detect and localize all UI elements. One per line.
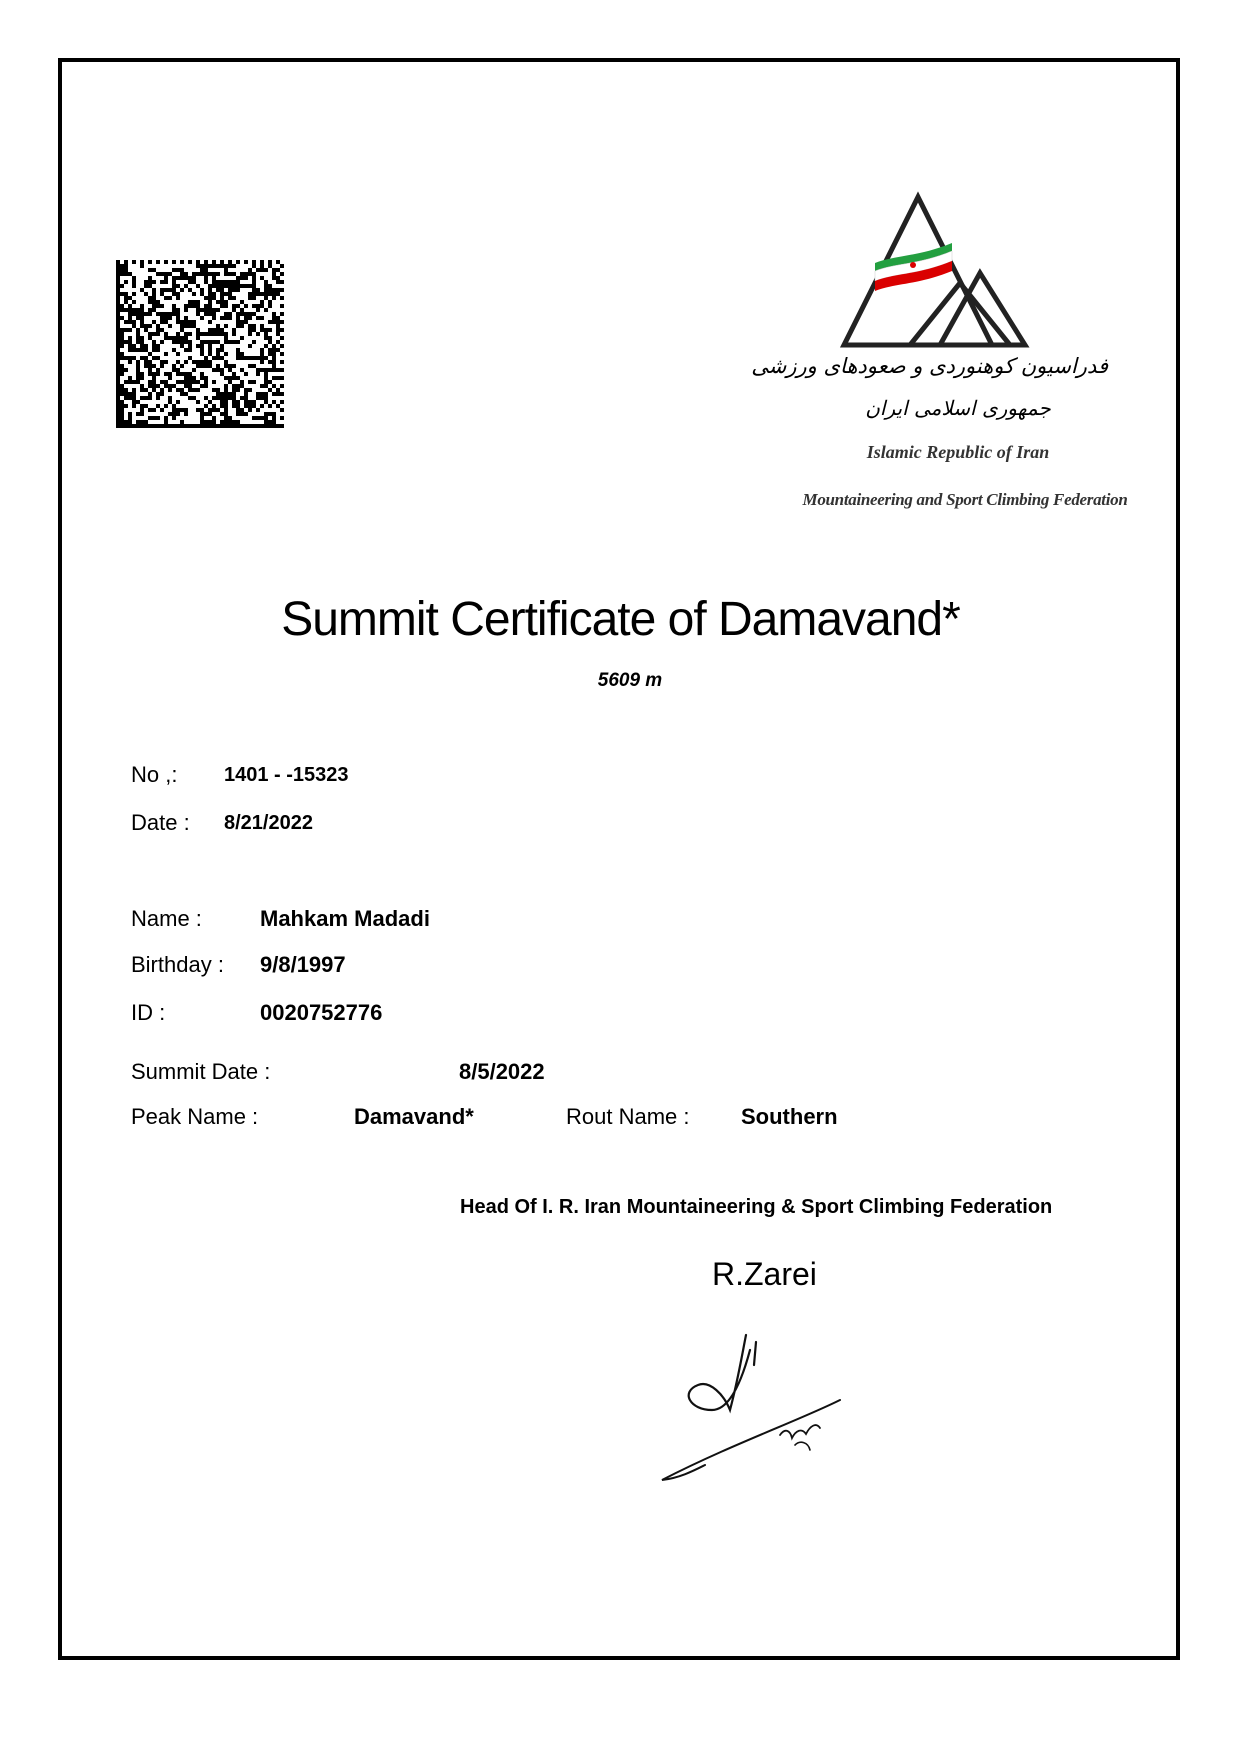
logo-persian-line1: فدراسیون کوهنوردی و صعودهای ورزشی xyxy=(751,354,1108,378)
head-title: Head Of I. R. Iran Mountaineering & Sport Climbing Federation xyxy=(460,1196,1053,1218)
number-label: No ,: xyxy=(131,762,178,787)
peak-name-label: Peak Name : xyxy=(131,1104,259,1129)
name-label: Name : xyxy=(131,906,202,931)
datamatrix-code xyxy=(116,260,284,428)
id-label: ID : xyxy=(131,1000,166,1025)
logo-persian-line2: جمهوری اسلامی ایران xyxy=(865,396,1051,420)
route-name-value: Southern xyxy=(741,1104,838,1129)
birthday-label: Birthday : xyxy=(131,952,224,977)
signer-name: R.Zarei xyxy=(712,1256,817,1292)
handwritten-signature xyxy=(650,1310,850,1500)
flag-icon xyxy=(875,243,952,291)
altitude: 5609 m xyxy=(597,670,663,691)
peak-name-value: Damavand* xyxy=(354,1104,474,1129)
date-value: 8/21/2022 xyxy=(224,812,313,834)
logo-english-line2: Mountaineering and Sport Climbing Federation xyxy=(802,490,1128,509)
number-value: 1401 - -15323 xyxy=(224,764,349,786)
id-value: 0020752776 xyxy=(260,1000,383,1025)
logo-english-line1: Islamic Republic of Iran xyxy=(866,442,1050,462)
birthday-value: 9/8/1997 xyxy=(260,952,346,977)
route-name-label: Rout Name : xyxy=(566,1104,690,1129)
summit-date-label: Summit Date : xyxy=(131,1059,271,1084)
name-value: Mahkam Madadi xyxy=(260,906,430,931)
summit-date-value: 8/5/2022 xyxy=(459,1059,545,1084)
certificate-title: Summit Certificate of Damavand* xyxy=(281,593,960,646)
date-label: Date : xyxy=(131,810,190,835)
